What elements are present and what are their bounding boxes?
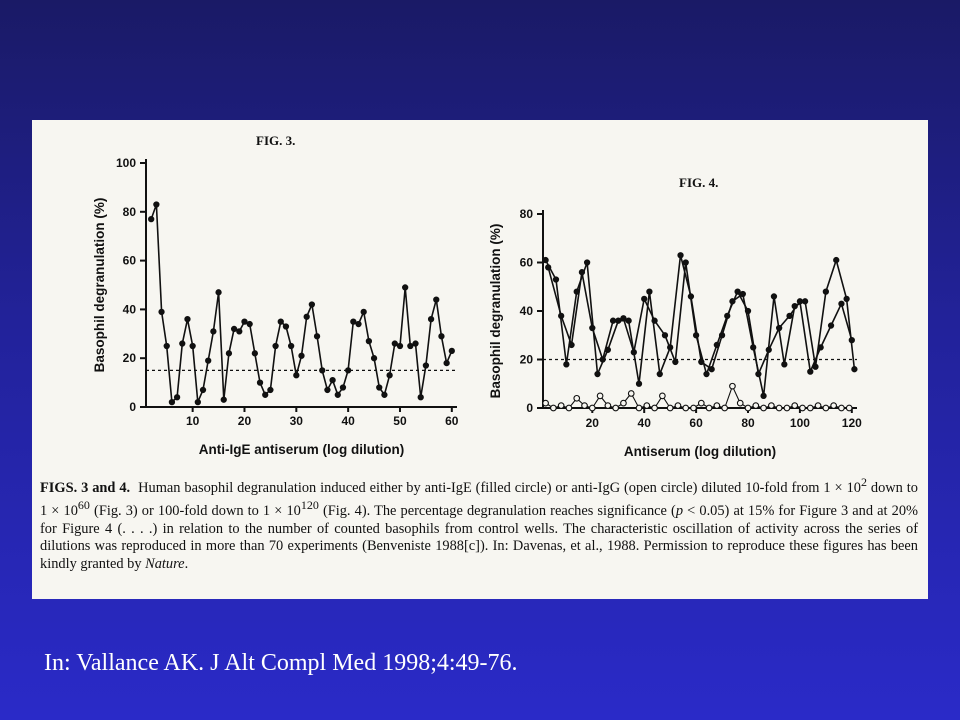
fig4-filled-point: [714, 342, 719, 347]
fig4-filled-point: [585, 260, 590, 265]
fig3-x-tick-label: 50: [393, 414, 407, 428]
fig4-open-point: [761, 405, 767, 411]
fig3-filled-point: [361, 309, 366, 314]
fig3-filled-point: [180, 341, 185, 346]
fig4-filled-point: [740, 291, 745, 296]
fig4-y-tick-label: 20: [519, 352, 533, 367]
fig4-open-point: [582, 403, 588, 409]
fig4-filled-point: [802, 299, 807, 304]
fig4-y-tick-label: 40: [519, 304, 533, 318]
fig4-filled-point: [787, 313, 792, 318]
caption-text: < 0.05) at 15% for Figure 3 and at 20% for Figure 4 (. . . .) in relation to the number of counted basophils from control wells. The characteristic oscillation of activity across the series of dilutions was reproduced in more than 70 experiments (Benveniste 1988[c]). In: Davenas, et al., 1988. Permission to reproduce these figures has been kindly granted by: [40, 503, 919, 572]
figure-charts: [32, 120, 928, 475]
fig4-open-point: [769, 403, 775, 409]
fig3-filled-point: [423, 363, 428, 368]
fig4-filled-point: [647, 289, 652, 294]
fig3-filled-point: [263, 392, 268, 397]
fig3-filled-point: [439, 334, 444, 339]
fig3-filled-point: [226, 351, 231, 356]
fig4-open-point: [737, 400, 743, 406]
fig4-filled-point: [828, 323, 833, 328]
fig4-filled-point: [745, 308, 750, 313]
fig4-filled-point: [610, 318, 615, 323]
fig3-filled-point: [444, 360, 449, 365]
fig4-x-tick-label: 80: [741, 416, 755, 430]
fig3-y-tick-label: 0: [129, 400, 136, 414]
fig3-filled-point: [351, 319, 356, 324]
fig4-open-point: [807, 405, 813, 411]
fig4-antiigg-line: [546, 386, 850, 408]
fig4-x-label: Antiserum (log dilution): [623, 444, 777, 459]
caption-label: FIGS. 3 and 4.: [40, 479, 131, 496]
caption-italic: Nature: [145, 555, 185, 572]
fig3-filled-point: [164, 343, 169, 348]
caption-text: down to 1 × 10: [40, 479, 918, 520]
fig3-x-tick-label: 40: [341, 414, 355, 428]
fig3-filled-point: [232, 326, 237, 331]
fig3-filled-point: [200, 387, 205, 392]
fig4-filled-point: [808, 369, 813, 374]
fig3-filled-point: [257, 380, 262, 385]
fig3-y-tick-label: 100: [115, 156, 136, 170]
fig4-open-point: [667, 405, 673, 411]
fig3-filled-point: [216, 290, 221, 295]
fig3-filled-point: [175, 395, 180, 400]
fig4-filled-point: [657, 371, 662, 376]
fig4-open-point: [722, 405, 728, 411]
fig4-filled-point: [595, 371, 600, 376]
figure-panel: [32, 120, 928, 599]
fig3-filled-point: [304, 314, 309, 319]
fig3-filled-point: [195, 400, 200, 405]
fig4-open-point: [706, 405, 712, 411]
fig4-filled-point: [683, 260, 688, 265]
fig4-filled-point: [652, 318, 657, 323]
fig4-filled-point: [569, 342, 574, 347]
fig4-filled-point: [839, 301, 844, 306]
fig3-filled-point: [330, 378, 335, 383]
caption-italic: p: [675, 503, 684, 520]
fig3-filled-point: [392, 341, 397, 346]
fig3-filled-point: [149, 217, 154, 222]
fig4-filled-point: [694, 333, 699, 338]
fig4-filled-point: [553, 277, 558, 282]
fig4-filled-point: [777, 325, 782, 330]
fig4-filled-point: [590, 325, 595, 330]
fig3-y-label: Basophil degranulation (%): [92, 197, 107, 373]
fig3-filled-point: [397, 343, 402, 348]
fig3-y-tick-label: 60: [122, 253, 136, 268]
fig3-filled-point: [408, 343, 413, 348]
fig4-open-point: [745, 405, 751, 411]
fig4-open-point: [551, 405, 557, 411]
fig4-open-point: [543, 400, 549, 406]
fig3-filled-point: [387, 373, 392, 378]
fig4-filled-point: [626, 318, 631, 323]
fig3-filled-point: [340, 385, 345, 390]
fig4-filled-point: [849, 338, 854, 343]
fig4-filled-point: [756, 371, 761, 376]
caption-sup: 60: [77, 498, 90, 513]
fig3-x-tick-label: 30: [289, 414, 303, 428]
fig3-title: FIG. 3.: [256, 133, 296, 148]
fig4-open-point: [846, 405, 852, 411]
fig4-filled-point: [662, 333, 667, 338]
fig4-y-label: Basophil degranulation (%): [488, 223, 503, 399]
fig3-filled-point: [320, 368, 325, 373]
fig4-open-point: [675, 403, 681, 409]
fig3-filled-point: [418, 395, 423, 400]
fig4-open-point: [652, 405, 658, 411]
fig4-filled-point: [559, 313, 564, 318]
fig4-open-point: [636, 405, 642, 411]
fig3-filled-point: [273, 343, 278, 348]
fig4-open-point: [613, 405, 619, 411]
fig4-open-point: [574, 396, 580, 402]
fig4-open-point: [714, 403, 720, 409]
fig3-filled-point: [314, 334, 319, 339]
fig4-y-tick-label: 0: [526, 401, 533, 415]
fig4-x-tick-label: 120: [841, 416, 862, 430]
fig4-open-point: [605, 403, 611, 409]
fig4-open-point: [691, 405, 697, 411]
fig3-x-tick-label: 20: [237, 414, 252, 428]
fig4-open-point: [792, 403, 798, 409]
fig3-filled-point: [206, 358, 211, 363]
fig3-filled-point: [434, 297, 439, 302]
fig3-y-tick-label: 80: [122, 204, 136, 219]
fig4-title: FIG. 4.: [679, 175, 719, 190]
fig3-filled-point: [169, 400, 174, 405]
fig4-open-point: [597, 393, 603, 399]
fig4-open-point: [628, 391, 634, 397]
fig4-open-point: [698, 400, 704, 406]
fig4-open-point: [753, 403, 759, 409]
fig3-filled-point: [278, 319, 283, 324]
fig3-filled-point: [309, 302, 314, 307]
fig4-open-point: [800, 405, 806, 411]
citation: In: Vallance AK. J Alt Compl Med 1998;4:49-76.: [44, 650, 518, 676]
fig3-filled-point: [289, 343, 294, 348]
fig4-open-point: [660, 393, 666, 399]
fig4-filled-point: [579, 270, 584, 275]
fig3-filled-point: [382, 392, 387, 397]
fig4-filled-point: [636, 381, 641, 386]
caption-text: .: [184, 555, 189, 572]
fig3-filled-point: [356, 321, 361, 326]
fig3-filled-point: [221, 397, 226, 402]
fig4-x-tick-label: 40: [637, 416, 651, 430]
fig4-open-point: [730, 383, 736, 389]
fig3-filled-point: [283, 324, 288, 329]
figure-caption: [40, 474, 918, 574]
fig3-filled-point: [252, 351, 257, 356]
fig3-filled-point: [211, 329, 216, 334]
fig3-filled-point: [294, 373, 299, 378]
fig3-filled-point: [413, 341, 418, 346]
fig3-filled-point: [299, 353, 304, 358]
fig4-filled-point: [704, 371, 709, 376]
fig4-filled-point: [797, 299, 802, 304]
fig4-open-point: [831, 403, 837, 409]
fig4-filled-point: [621, 316, 626, 321]
fig4-filled-point: [782, 362, 787, 367]
fig4-filled-point: [543, 257, 548, 262]
fig3-x-tick-label: 10: [185, 414, 200, 428]
caption-text: Human basophil degranulation induced either by anti-IgE (filled circle) or anti-IgG (open circle) diluted 10-fold from 1 × 10: [138, 479, 861, 496]
fig3-filled-point: [335, 392, 340, 397]
fig4-open-point: [823, 405, 829, 411]
fig4-filled-point: [834, 257, 839, 262]
fig4-filled-point: [564, 362, 569, 367]
fig4-filled-point: [852, 367, 857, 372]
fig4-filled-point: [678, 253, 683, 258]
fig4-filled-point: [844, 296, 849, 301]
fig4-open-point: [683, 405, 689, 411]
fig3-filled-point: [190, 343, 195, 348]
fig4-open-point: [839, 405, 845, 411]
fig3-filled-point: [242, 319, 247, 324]
fig3-filled-point: [377, 385, 382, 390]
fig4-open-point: [815, 403, 821, 409]
caption-sup: 120: [300, 498, 319, 513]
fig4-x-tick-label: 100: [789, 416, 810, 430]
fig4-filled-point: [823, 289, 828, 294]
fig4-y-tick-label: 60: [519, 255, 533, 270]
fig3-filled-point: [154, 202, 159, 207]
fig3-filled-point: [247, 321, 252, 326]
fig4-x-tick-label: 60: [689, 416, 703, 430]
fig3-filled-point: [403, 285, 408, 290]
caption-text: (Fig. 4). The percentage degranulation reaches significance (: [318, 503, 676, 520]
fig3-y-tick-label: 20: [122, 351, 136, 366]
caption-sup: 2: [860, 475, 867, 489]
fig3-filled-point: [449, 348, 454, 353]
fig4-open-point: [776, 405, 782, 411]
fig4-open-point: [590, 405, 596, 411]
fig4-filled-point: [642, 296, 647, 301]
fig4-filled-point: [735, 289, 740, 294]
fig4-filled-point: [725, 313, 730, 318]
caption-text: (Fig. 3) or 100-fold down to 1 × 10: [89, 503, 301, 520]
fig4-filled-point: [818, 345, 823, 350]
fig4-filled-point: [546, 265, 551, 270]
fig4-open-point: [644, 403, 650, 409]
fig3-filled-point: [325, 387, 330, 392]
fig3-x-label: Anti-IgE antiserum (log dilution): [198, 442, 405, 457]
fig4-x-tick-label: 20: [585, 416, 599, 430]
fig3-filled-point: [268, 387, 273, 392]
fig3-filled-point: [366, 339, 371, 344]
fig4-filled-point: [761, 393, 766, 398]
fig4-open-point: [558, 403, 564, 409]
fig4-y-tick-label: 80: [519, 207, 533, 221]
fig4-filled-point: [631, 350, 636, 355]
fig4-filled-point: [600, 357, 605, 362]
fig4-open-point: [621, 400, 627, 406]
fig3-filled-point: [185, 317, 190, 322]
fig4-filled-point: [673, 359, 678, 364]
fig3-y-tick-label: 40: [122, 302, 136, 317]
fig4-open-point: [784, 405, 790, 411]
fig3-filled-point: [428, 317, 433, 322]
fig4-filled-point: [766, 347, 771, 352]
fig3-filled-point: [159, 309, 164, 314]
fig3-filled-point: [371, 356, 376, 361]
fig4-open-point: [566, 405, 572, 411]
fig3-antiige-line: [151, 205, 452, 403]
fig3-filled-point: [237, 329, 242, 334]
fig3-x-tick-label: 60: [445, 414, 459, 428]
fig4-filled-point: [709, 367, 714, 372]
fig4-filled-point: [771, 294, 776, 299]
fig3-filled-point: [346, 368, 351, 373]
